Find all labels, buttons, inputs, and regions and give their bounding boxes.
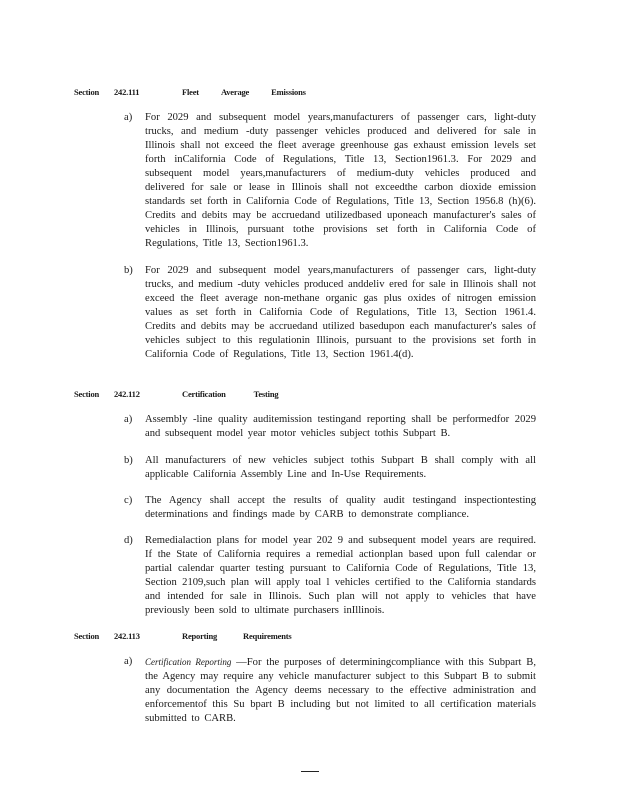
footer-rule bbox=[301, 771, 319, 772]
item-marker: a) bbox=[124, 112, 133, 123]
item-text: Assembly -line quality auditemission testingand reporting shall be performedfor 2029 and subsequent model year motor vehicles subject tothis Subpart B. bbox=[145, 414, 536, 439]
item-marker: c) bbox=[124, 495, 133, 506]
item-marker: a) bbox=[124, 656, 133, 667]
run-in-heading: Certification Reporting bbox=[145, 657, 232, 667]
section-title: Reporting Requirements bbox=[182, 631, 292, 641]
item-marker: d) bbox=[124, 535, 133, 546]
section-number: 242.113 bbox=[114, 631, 140, 641]
section-word: Section bbox=[74, 389, 100, 399]
item-body: —For the purposes of determiningcompliance with this Subpart B, the Agency may require any vehicle manufacturer subject to this Subpart B to submit any documentation the Agency deems necessary to the effective administration and enforcementof this Su bpart B including but not limited to all certification materials submitted to CARB. bbox=[145, 657, 536, 724]
item-text bbox=[145, 655, 536, 726]
section-number: 242.111 bbox=[114, 87, 140, 97]
item-marker: b) bbox=[124, 265, 133, 276]
item-text: The Agency shall accept the results of quality audit testingand inspectiontesting determinations and findings made by CARB to demonstrate compliance. bbox=[145, 495, 536, 520]
item-text: For 2029 and subsequent model years,manufacturers of passenger cars, light-duty trucks, and medium -duty passenger vehicles produced and delivered for sale in Illinois shall not exceed the fleet average greenhouse gas exhaust emission levels set forth inCalifornia Code of Regulations, Title 13, Section1961.3. For 2029 and subsequent model years,manufacturers of medium-duty vehicles produced and delivered for sale or lease in Illinois shall not exceedthe carbon dioxide emission standards set forth in California Code of Regulations, Title 13, Section 1956.8 (h)(6). Credits and debits may be accruedand utilizedbased uponeach manufacturer's sales of vehicles in Illinois, pursuant tothe provisions set forth in California Code of Regulations, Title 13, Section1961.3. bbox=[145, 112, 536, 249]
section-title: Fleet Average Emissions bbox=[182, 87, 306, 97]
section-number: 242.112 bbox=[114, 389, 140, 399]
item-marker: a) bbox=[124, 414, 133, 425]
item-text: All manufacturers of new vehicles subject tothis Subpart B shall comply with all applicable California Assembly Line and In-Use Requirements. bbox=[145, 455, 536, 480]
item-text: Remedialaction plans for model year 202 9 and subsequent model years are required. If the State of California requires a remedial actionplan based upon full calendar or partial calendar quarter testing pursuant to California Code of Regulations, Title 13, Section 2109,such plan will apply toal l vehicles certified to the California standards and intended for sale in Illinois. Such plan will not apply to vehicles that have previously been sold to ultimate purchasers inIllinois. bbox=[145, 535, 536, 616]
section-word: Section bbox=[74, 631, 100, 641]
section-title: Certification Testing bbox=[182, 389, 279, 399]
item-text: For 2029 and subsequent model years,manufacturers of passenger cars, light-duty trucks, and medium -duty vehicles produced anddeliv ered for sale in Illinois shall not exceed the fleet average non-methane organic gas plus oxides of nitrogen emission values as set forth in California Code of Regulations, Title 13, Section 1961.4. Credits and debits may be accruedand utilized basedupon each manufacturer's sales of vehicles subject to this regulationin Illinois, pursuant to the provisions set forth in California Code of Regulations, Title 13, Section 1961.4(d). bbox=[145, 265, 536, 360]
section-word: Section bbox=[74, 87, 100, 97]
item-marker: b) bbox=[124, 455, 133, 466]
